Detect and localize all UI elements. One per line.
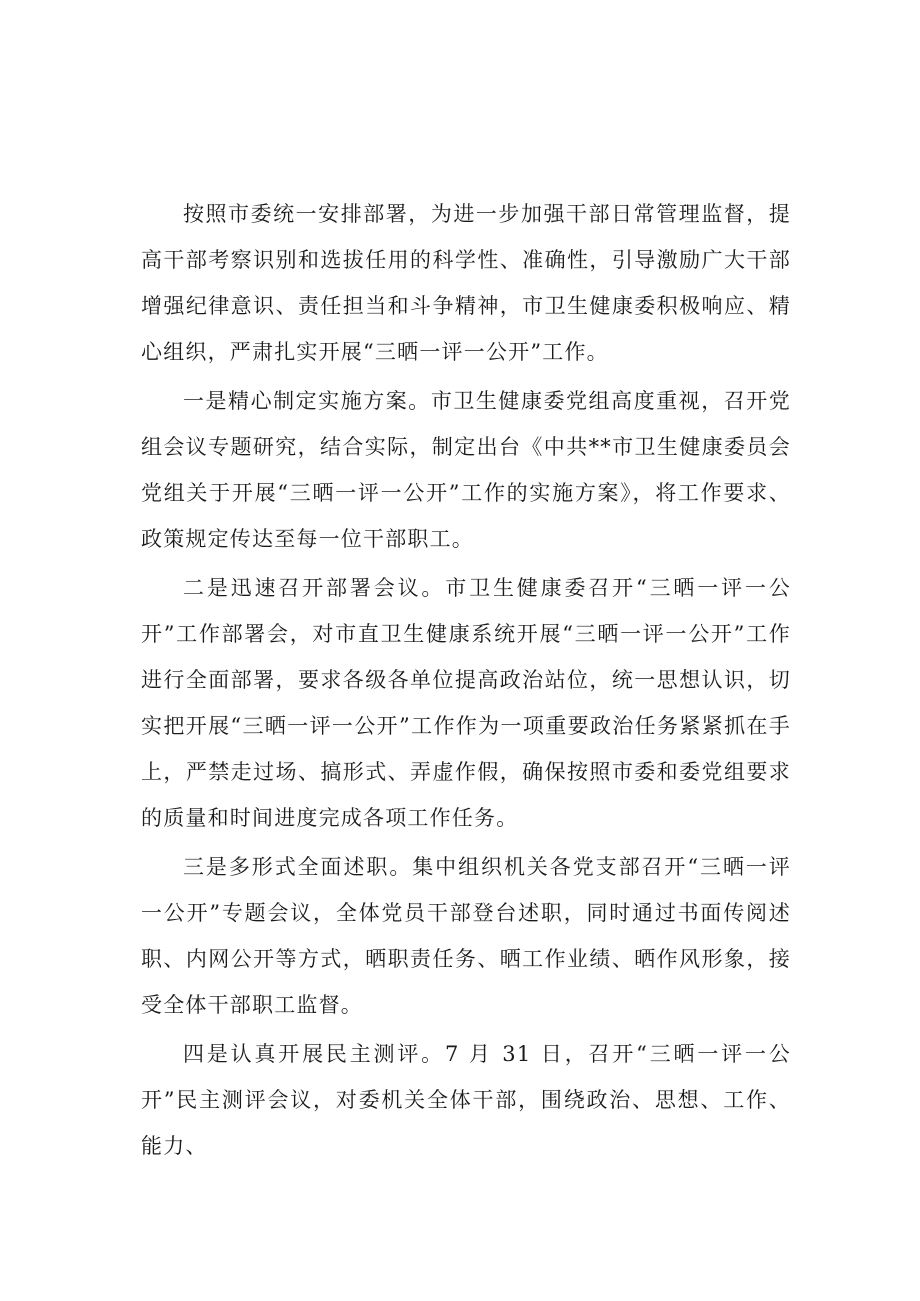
paragraph-implementation-plan: 一是精心制定实施方案。市卫生健康委党组高度重视，召开党组会议专题研究，结合实际，制定出台《中共**市卫生健康委员会党组关于开展“三晒一评一公开”工作的实施方案》，将工作要求、政策规定传达至每一位干部职工。 <box>141 389 791 551</box>
paragraph-intro: 按照市委统一安排部署，为进一步加强干部日常管理监督，提高干部考察识别和选拔任用的科学性、准确性，引导激励广大干部增强纪律意识、责任担当和斗争精神，市卫生健康委积极响应、精心组织，严肃扎实开展“三晒一评一公开”工作。 <box>141 202 791 364</box>
paragraph-democratic-evaluation: 四是认真开展民主测评。7 月 31 日，召开“三晒一评一公开”民主测评会议，对委机关全体干部，围绕政治、思想、工作、能力、 <box>141 1042 791 1158</box>
paragraph-job-reporting: 三是多形式全面述职。集中组织机关各党支部召开“三晒一评一公开”专题会议，全体党员干部登台述职，同时通过书面传阅述职、内网公开等方式，晒职责任务、晒工作业绩、晒作风形象，接受全体干部职工监督。 <box>141 855 791 1017</box>
document-body <box>141 191 791 1172</box>
paragraph-deployment-meeting: 二是迅速召开部署会议。市卫生健康委召开“三晒一评一公开”工作部署会，对市直卫生健康系统开展“三晒一评一公开”工作进行全面部署，要求各级各单位提高政治站位，统一思想认识，切实把开展“三晒一评一公开”工作作为一项重要政治任务紧紧抓在手上，严禁走过场、搞形式、弄虚作假，确保按照市委和委党组要求的质量和时间进度完成各项工作任务。 <box>141 576 791 830</box>
